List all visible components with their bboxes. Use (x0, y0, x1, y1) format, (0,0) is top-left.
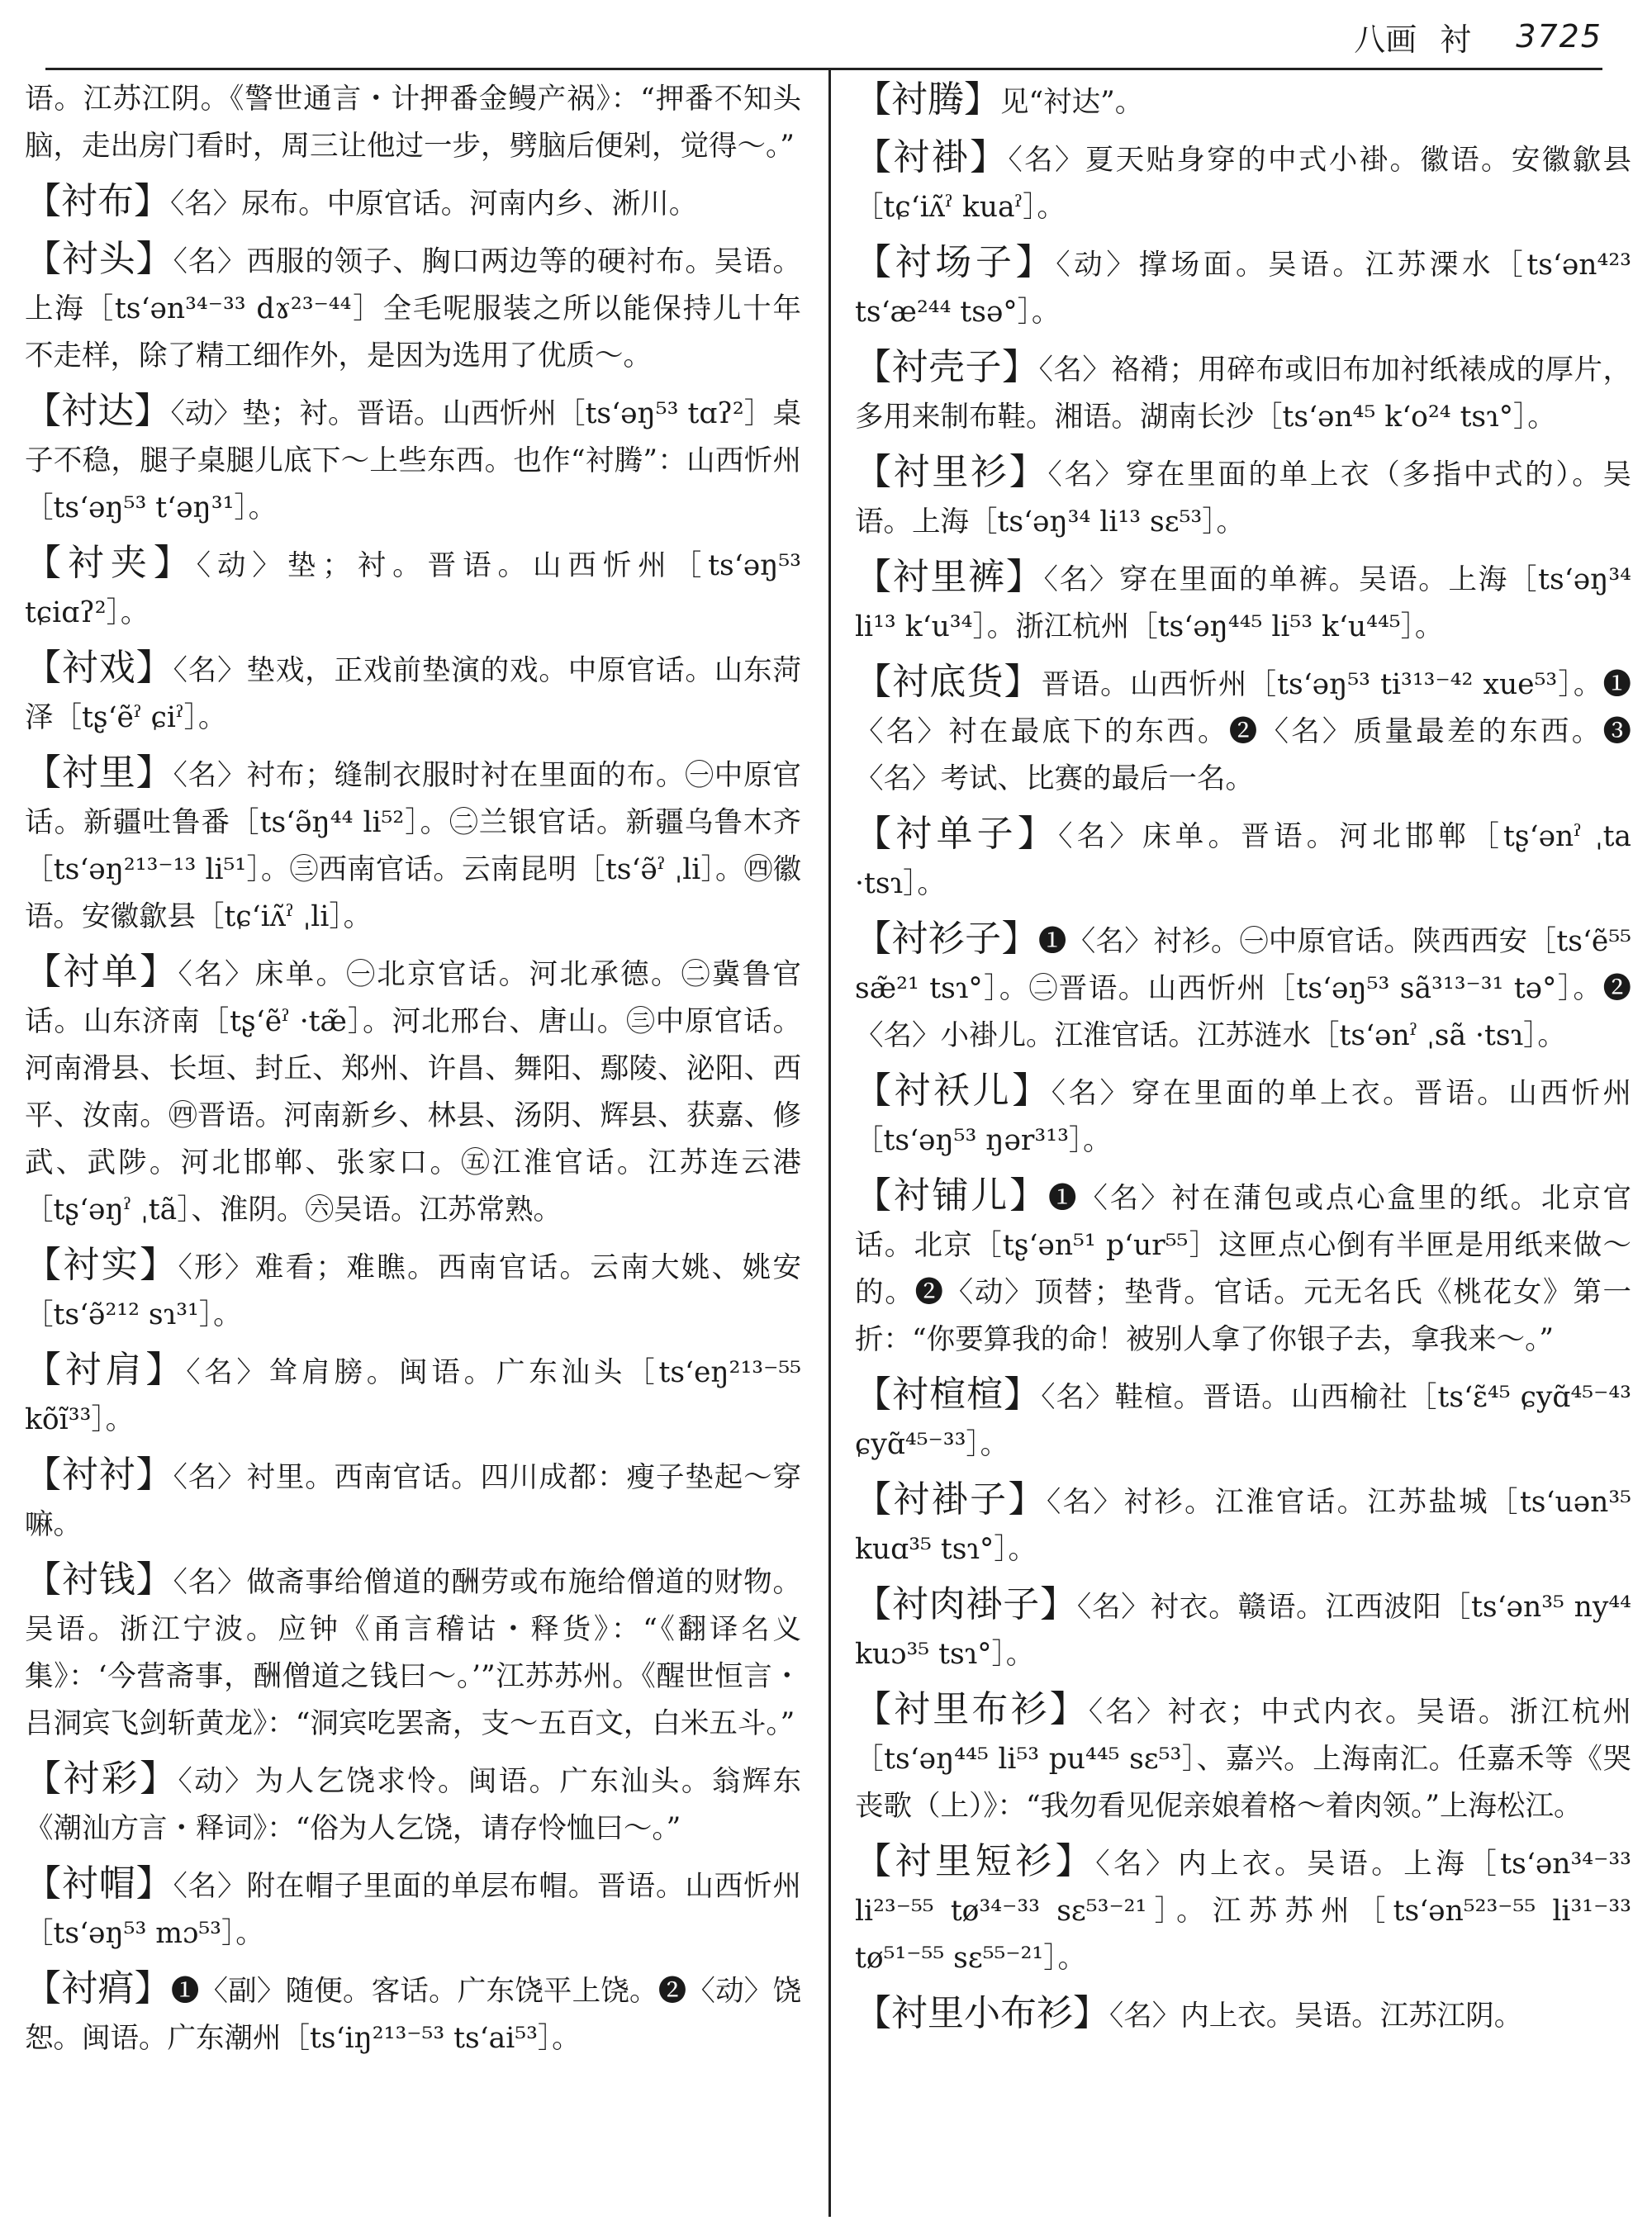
entry-headword: 【衬褂子】 (855, 1478, 1047, 1521)
entry-text: 〈名〉穿在里面的单上衣（多指中式的）。吴语。上海［tsʻəŋ³⁴ li¹³ sɛ⁵³］。 (855, 458, 1631, 539)
entry-text: ❶〈副〉随便。客话。广东饶平上饶。❷〈动〉饶恕。闽语。广东潮州［tsʻiŋ²¹³⁻⁵³ tsʻai⁵³］。 (25, 1975, 802, 2055)
entry-text: 〈名〉衬里。西南官话。四川成都：瘦子垫起～穿嘛。 (25, 1461, 801, 1541)
entry-headword: 【衬里】 (25, 752, 173, 794)
dictionary-entry (25, 1965, 801, 2062)
entry-headword: 【衬戏】 (25, 647, 173, 689)
dictionary-entry (855, 344, 1631, 441)
dictionary-entry (25, 1556, 801, 1748)
entry-headword: 【衬壳子】 (855, 346, 1039, 388)
entry-text: ❶〈名〉衬在蒲包或点心盒里的纸。北京官话。北京［tʂʻən⁵¹ pʻur⁵⁵］这匣点心倒有半匣是用纸来做～的。❷〈动〉顶替；垫背。官话。元无名氏《桃花女》第一折：“你要算我的命！被别人拿了你银子去，拿我来～。” (855, 1182, 1632, 1356)
entry-text: 〈名〉床单。晋语。河北邯郸［tʂʻənˀ ˌta ·tsɿ］。 (855, 820, 1632, 900)
dictionary-entry (855, 1581, 1631, 1678)
dictionary-entry (25, 1755, 801, 1853)
dictionary-entry (855, 915, 1631, 1060)
dictionary-entry (855, 1067, 1631, 1165)
entry-headword: 【衬单】 (25, 951, 178, 993)
entry-headword: 【衬头】 (25, 238, 173, 280)
dictionary-entry (25, 178, 801, 228)
entry-headword: 【衬腾】 (855, 78, 1000, 121)
left-column (25, 76, 801, 2070)
entry-headword: 【衬里裤】 (855, 556, 1044, 598)
column-divider (828, 69, 831, 2217)
entry-headword: 【衬底货】 (855, 661, 1042, 703)
entry-headword: 【衬里衫】 (855, 451, 1048, 493)
entry-headword: 【衬帽】 (25, 1862, 173, 1905)
entry-headword: 【衬铺儿】 (855, 1174, 1049, 1217)
entry-text: 〈名〉做斋事给僧道的酬劳或布施给僧道的财物。吴语。浙江宁波。应钟《甬言稽诂・释货》：“《翻译名义集》：‘今营斋事，酬僧道之钱曰～。’”江苏苏州。《醒世恒言・吕洞宾飞剑斩黄龙》：“洞宾吃罢斋，支～五百文，白米五斗。” (25, 1566, 801, 1740)
entry-text: 〈名〉夏天贴身穿的中式小褂。徽语。安徽歙县［tɕʻiʌ̃ˀ kuaˀ］。 (855, 144, 1632, 224)
entry-headword: 【衬里短衫】 (855, 1840, 1096, 1882)
entry-headword: 【衬场子】 (855, 241, 1056, 283)
dictionary-entry (855, 134, 1631, 231)
dictionary-entry (25, 387, 801, 532)
entry-headword: 【衬肩】 (25, 1349, 187, 1391)
page-number: 3725 (1516, 18, 1602, 55)
entry-text: 〈名〉附在帽子里面的单层布帽。晋语。山西忻州［tsʻəŋ⁵³ mɔ⁵³］。 (25, 1870, 801, 1950)
entry-text: 〈名〉内上衣。吴语。江苏江阴。 (1109, 2000, 1523, 2033)
entry-headword: 【衬里布衫】 (855, 1688, 1089, 1730)
entry-headword: 【衬钱】 (25, 1559, 173, 1601)
entry-text: 〈名〉鞋楦。晋语。山西榆社［tsʻɛ̃⁴⁵ ɕyɑ̃⁴⁵⁻⁴³ ɕyɑ̃⁴⁵⁻³³］。 (855, 1381, 1632, 1461)
entry-headword: 【衬夹】 (25, 542, 197, 584)
entry-text: 〈形〉难看；难瞧。西南官话。云南大姚、姚安［tsʻə̃²¹² sɿ³¹］。 (25, 1251, 802, 1331)
entry-text: 〈名〉西服的领子、胸口两边等的硬衬布。吴语。上海［tsʻən³⁴⁻³³ dɤ²³⁻⁴⁴］全毛呢服装之所以能保持儿十年不走样，除了精工细作外，是因为选用了优质～。 (25, 245, 801, 372)
entry-text: 〈名〉袼褙；用碎布或旧布加衬纸裱成的厚片，多用来制布鞋。湘语。湖南长沙［tsʻən⁴⁵ kʻo²⁴ tsɿ°］。 (855, 353, 1632, 434)
entry-headword: 【衬肉褂子】 (855, 1583, 1077, 1625)
dictionary-entry (25, 539, 801, 637)
entry-headword: 【衬衬】 (25, 1454, 173, 1496)
entry-text: ❶〈名〉衬衫。㊀中原官话。陕西西安［tsʻẽ⁵⁵ sæ̃²¹ tsɿ°］。㊁晋语。山西忻州［tsʻəŋ⁵³ sã³¹³⁻³¹ tə°］。❷〈名〉小褂儿。江淮官话。江苏涟水［tsʻənˀ ˌsã ·tsɿ］。 (855, 925, 1631, 1052)
entry-headword: 【衬达】 (25, 390, 171, 432)
entry-text: 〈动〉为人乞饶求怜。闽语。广东汕头。翁辉东《潮汕方言・释词》：“俗为人乞饶，请存怜恤曰～。” (25, 1765, 802, 1845)
entry-text: 〈名〉穿在里面的单上衣。晋语。山西忻州［tsʻəŋ⁵³ ŋər³¹³］。 (855, 1077, 1632, 1157)
entry-text: 晋语。山西忻州［tsʻəŋ⁵³ ti³¹³⁻⁴² xue⁵³］。❶〈名〉衬在最底下的东西。❷〈名〉质量最差的东西。❸〈名〉考试、比赛的最后一名。 (855, 668, 1632, 795)
page-header (50, 12, 1602, 61)
entry-text: 〈名〉衬衫。江淮官话。江苏盐城［tsʻuən³⁵ kuɑ³⁵ tsɿ°］。 (855, 1486, 1631, 1566)
dictionary-entry (25, 1241, 801, 1339)
entry-text: 〈名〉衬布；缝制衣服时衬在里面的布。㊀中原官话。新疆吐鲁番［tsʻə̃ŋ⁴⁴ li⁵²］。㊁兰银官话。新疆乌鲁木齐［tsʻəŋ²¹³⁻¹³ li⁵¹］。㊂西南官话。云南昆明［tsʻə̃ˀ ˌli］。㊃徽语。安徽歙县［tɕʻiʌ̃ˀ ˌli］。 (25, 759, 801, 933)
entry-headword: 【衬袄儿】 (855, 1070, 1051, 1112)
entry-text: 〈名〉尿布。中原官话。河南内乡、淅川。 (170, 187, 698, 221)
dictionary-entry (855, 1686, 1631, 1830)
radical-label: 衬 (1440, 21, 1472, 58)
entry-text: 〈名〉耸肩膀。闽语。广东汕头［tsʻeŋ²¹³⁻⁵⁵ kõĩ³³］。 (25, 1356, 801, 1436)
dictionary-entry (855, 1172, 1631, 1364)
dictionary-entry (25, 1346, 801, 1444)
entry-text: 见“衬达”。 (1000, 86, 1144, 119)
dictionary-entry (855, 553, 1631, 651)
entry-text: 〈名〉床单。㊀北京官话。河北承德。㊁冀鲁官话。山东济南［tʂʻẽˀ ·tæ̃］。河北邢台、唐山。㊂中原官话。河南滑县、长垣、封丘、郑州、许昌、舞阳、鄢陵、泌阳、西平、汝南。㊃晋语。河南新乡、林县、汤阴、辉县、获嘉、修武、武陟。河北邯郸、张家口。㊄江淮官话。江苏连云港［tʂʻəŋˀ ˌtã］、淮阴。㊅吴语。江苏常熟。 (25, 958, 802, 1226)
dictionary-entry (855, 76, 1631, 126)
entry-text: 〈名〉内上衣。吴语。上海［tsʻən³⁴⁻³³ li²³⁻⁵⁵ tø³⁴⁻³³ sɛ⁵³⁻²¹］。江苏苏州［tsʻən⁵²³⁻⁵⁵ li³¹⁻³³ tø⁵¹⁻⁵⁵ sɛ⁵⁵⁻²¹］。 (855, 1848, 1632, 1975)
entry-headword: 【衬实】 (25, 1244, 178, 1286)
entry-headword: 【衬衫子】 (855, 918, 1038, 960)
entry-headword: 【衬布】 (25, 180, 170, 222)
entry-continuation (25, 76, 801, 170)
entry-headword: 【衬彩】 (25, 1758, 178, 1800)
dictionary-entry (25, 948, 801, 1234)
dictionary-entry (855, 810, 1631, 908)
entry-text: 〈动〉垫；衬。晋语。山西忻州［tsʻəŋ⁵³ tɑʔ²］桌子不稳，腿子桌腿儿底下～上些东西。也作“衬腾”：山西忻州［tsʻəŋ⁵³ tʻəŋ³¹］。 (25, 397, 802, 524)
entry-headword: 【衬里小布衫】 (855, 1992, 1109, 2034)
entry-text: 〈名〉衬衣。赣语。江西波阳［tsʻən³⁵ ny⁴⁴ kuɔ³⁵ tsɿ°］。 (855, 1591, 1632, 1671)
entry-text: 〈名〉垫戏，正戏前垫演的戏。中原官话。山东菏泽［tʂʻẽˀ ɕiˀ］。 (25, 654, 801, 734)
dictionary-entry (25, 749, 801, 941)
entry-text: 〈名〉衬衣；中式内衣。吴语。浙江杭州［tsʻəŋ⁴⁴⁵ li⁵³ pu⁴⁴⁵ sɛ⁵³］、嘉兴。上海南汇。任嘉禾等《哭丧歌（上）》：“我勿看见伲亲娘着格～着肉领。”上海松江。 (855, 1696, 1632, 1823)
header-rule (45, 68, 1602, 70)
dictionary-entry (25, 1860, 801, 1957)
entry-text: 〈动〉撑场面。吴语。江苏溧水［tsʻən⁴²³ tsʻæ²⁴⁴ tsə°］。 (855, 249, 1632, 329)
entry-text: 语。江苏江阴。《警世通言・计押番金鳗产祸》：“押番不知头脑，走出房门看时，周三让他过一步，劈脑后便剁，觉得～。” (25, 83, 801, 163)
entry-headword: 【衬单子】 (855, 813, 1059, 855)
dictionary-entry (25, 1451, 801, 1549)
entry-headword: 【衬褂】 (855, 136, 1009, 178)
dictionary-entry (855, 1838, 1631, 1982)
dictionary-entry (855, 239, 1631, 336)
dictionary-entry (855, 1371, 1631, 1468)
dictionary-entry (855, 658, 1631, 803)
entry-headword: 【衬㾓】 (25, 1967, 171, 2009)
entry-headword: 【衬楦楦】 (855, 1374, 1042, 1416)
dictionary-entry (855, 448, 1631, 546)
section-label: 八画 (1354, 21, 1417, 58)
dictionary-entry (25, 235, 801, 380)
dictionary-entry (855, 1476, 1631, 1573)
entry-text: 〈名〉穿在里面的单裤。吴语。上海［tsʻəŋ³⁴ li¹³ kʻu³⁴］。浙江杭州［tsʻəŋ⁴⁴⁵ li⁵³ kʻu⁴⁴⁵］。 (855, 563, 1631, 643)
right-column (855, 76, 1631, 2047)
entry-text: 〈动〉垫；衬。晋语。山西忻州［tsʻəŋ⁵³ tɕiɑʔ²］。 (25, 549, 801, 629)
dictionary-entry (25, 644, 801, 742)
dictionary-entry (855, 1990, 1631, 2040)
